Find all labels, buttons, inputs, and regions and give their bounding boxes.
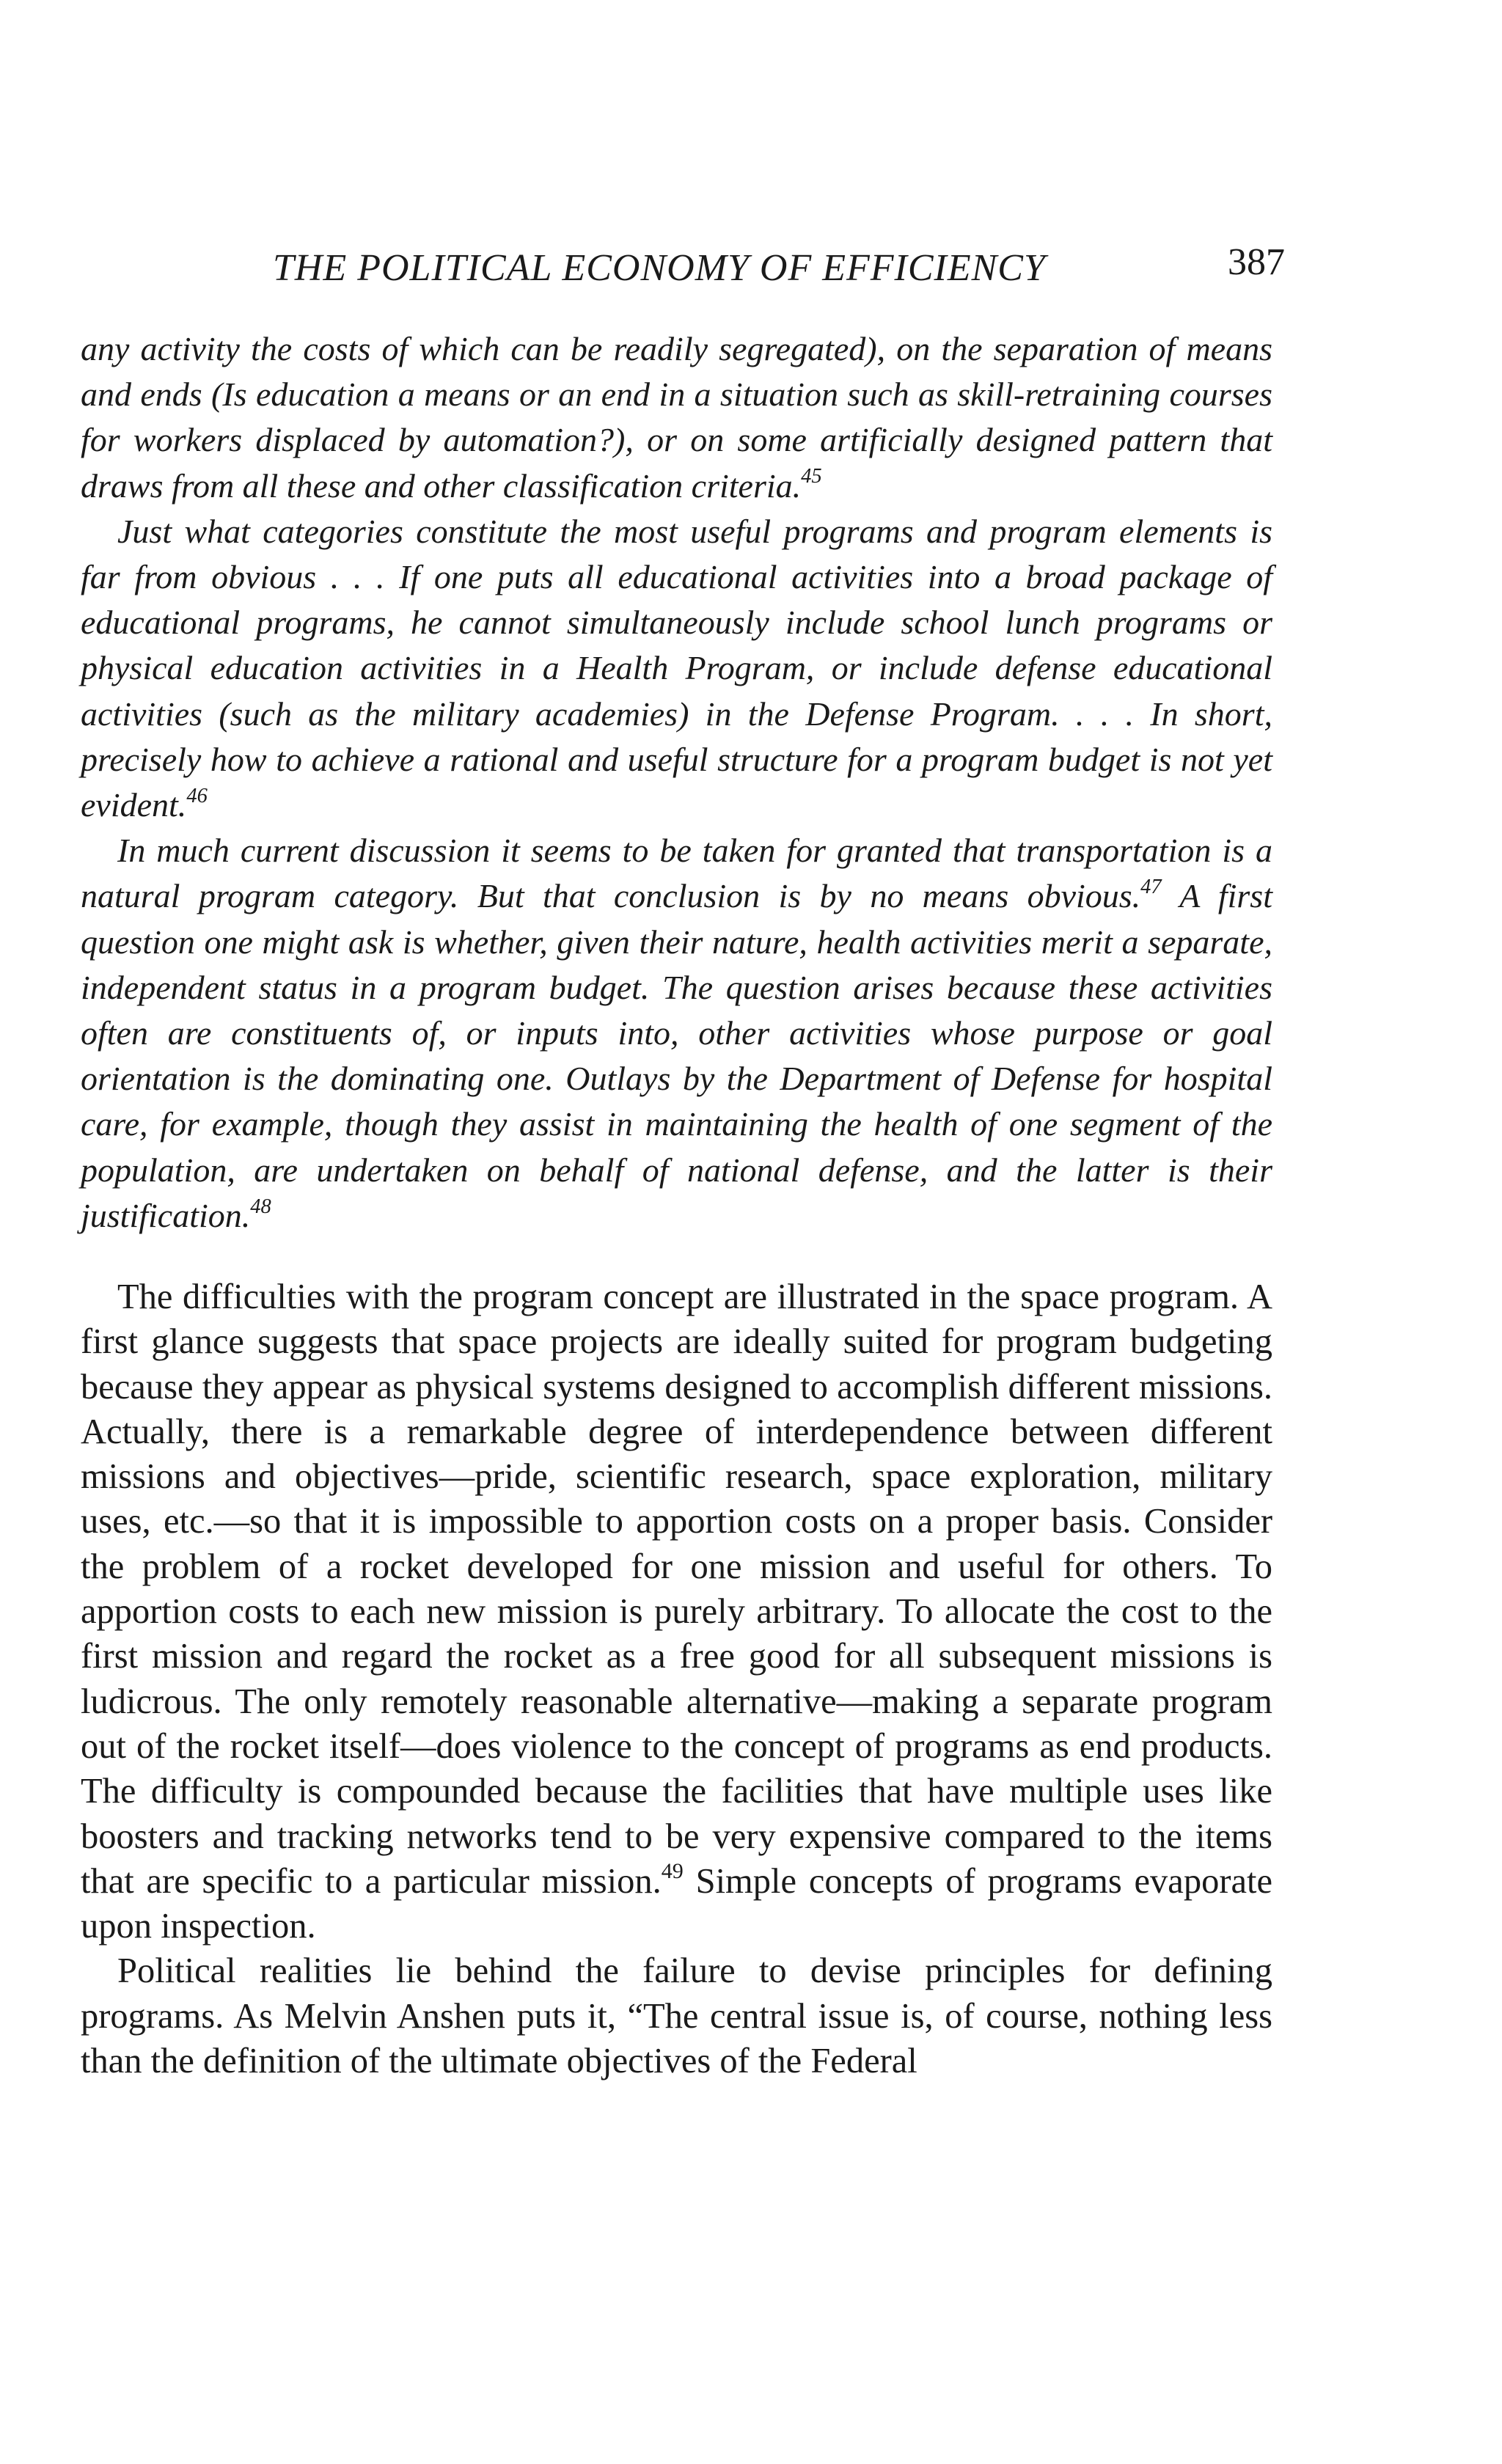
- quote-text: any activity the costs of which can be readily segregated), on the separation of means and ends (Is education a means or an end in a situation such as skill-retraining courses for workers displaced by automation?), or on some artificially designed pattern that draws from all these and other classification criteria.: [81, 330, 1272, 505]
- block-quote: [81, 326, 1272, 1239]
- page-number: 387: [1228, 241, 1285, 283]
- body-text: Simple concepts of programs evaporate upon inspection.: [81, 1861, 1273, 1946]
- main-text: [81, 1275, 1272, 2083]
- quote-text: A first question one might ask is whether, given their nature, health activities merit a separate, independent status in a program budget. The question arises because these activities often are constituents of, or inputs into, other activities whose purpose or goal orientation is the dominating one. Outlays by the Department of Defense for hospital care, for example, though they assist in maintaining the health of one segment of the population, are undertaken on behalf of national defense, and the latter is their justification.: [81, 877, 1272, 1234]
- running-head: THE POLITICAL ECONOMY OF EFFICIENCY: [273, 247, 1046, 289]
- footnote-marker: 47: [1140, 876, 1162, 899]
- body-paragraph: [81, 1275, 1272, 1948]
- body-text: Political realities lie behind the failure to devise principles for defining programs. As Melvin Anshen puts it, “The central issue is, of course, nothing less than the definition of the ultimate objectives of the Federal: [81, 1951, 1272, 2081]
- quote-paragraph: [81, 828, 1272, 1239]
- body-text: The difficulties with the program concept are illustrated in the space program. A first glance suggests that space projects are ideally suited for program budgeting because they appear as physical systems designed to accomplish different missions. Actually, there is a remarkable degree of interdependence between different missions and objectives—pride, scientific research, space exploration, military uses, etc.—so that it is impossible to apportion costs on a proper basis. Consider the problem of a rocket developed for one mission and useful for others. To apportion costs to each new mission is purely arbitrary. To allocate the cost to the first mission and regard the rocket as a free good for all subsequent missions is ludicrous. The only remotely reasonable alternative—making a separate program out of the rocket itself—does violence to the concept of programs as end products. The difficulty is compounded because the facilities that have multiple uses like boosters and tracking networks tend to be very expensive compared to the items that are specific to a particular mission.: [81, 1277, 1272, 1901]
- footnote-marker: 45: [801, 465, 822, 488]
- quote-text: Just what categories constitute the most useful programs and program elements is far from obvious . . . If one puts all educational activities into a broad package of educational programs, he cannot simultaneously include school lunch programs or physical education activities in a Health Program, or include defense educational activities (such as the military academies) in the Defense Program. . . . In short, precisely how to achieve a rational and useful structure for a program budget is not yet evident.: [81, 512, 1272, 824]
- footnote-marker: 48: [250, 1195, 271, 1218]
- quote-paragraph: [81, 509, 1272, 828]
- quote-paragraph: [81, 326, 1272, 509]
- body-paragraph: [81, 1948, 1272, 2083]
- quote-text: In much current discussion it seems to be taken for granted that transportation is a natural program category. But that conclusion is by no means obvious.: [81, 832, 1272, 915]
- footnote-marker: 46: [186, 784, 208, 807]
- footnote-marker: 49: [661, 1858, 684, 1883]
- page-header: [273, 233, 1285, 299]
